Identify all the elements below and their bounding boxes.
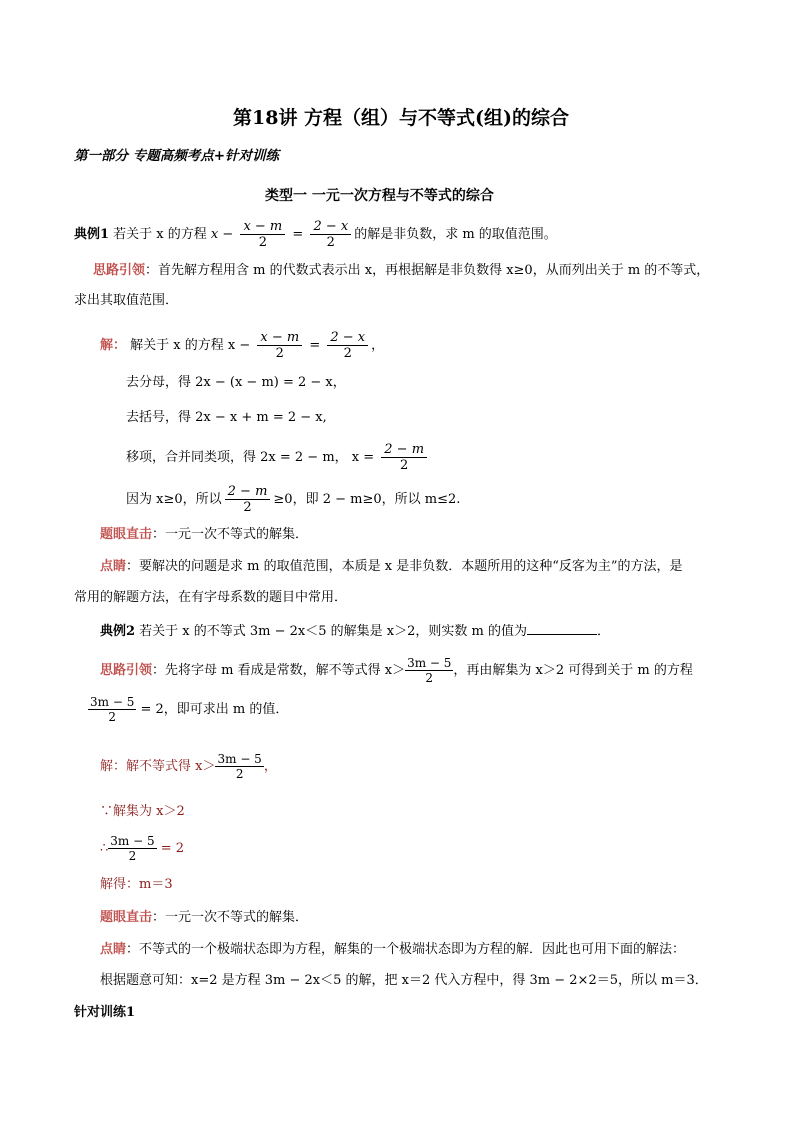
type-heading: 类型一 一元一次方程与不等式的综合 bbox=[265, 188, 494, 204]
example1-solution bbox=[100, 330, 384, 361]
training-heading: 针对训练1 bbox=[74, 1005, 136, 1020]
example1-post: 的解是非负数，求 m 的取值范围。 bbox=[354, 227, 557, 242]
example1-solution-fraction-right: $\frac{2 - x}{2}$ bbox=[327, 330, 368, 361]
example1-point-label: 点睛 bbox=[100, 559, 127, 574]
example2-hint2-fraction: $\frac{3m - 5}{2}$ bbox=[90, 695, 135, 724]
example1-solution-equals: = bbox=[305, 338, 325, 353]
example1-equals: = bbox=[288, 227, 308, 242]
example1-step4: 因为 x≥0，所以 $\frac{2 - m}{2}$ ≥0，即 2 − m≥0，所以 m≤2. bbox=[126, 484, 461, 515]
example2-therefore: ∴ $\frac{3m - 5}{2}$ = 2 bbox=[100, 834, 185, 863]
example1-x: x bbox=[210, 227, 219, 242]
example2-solution: 解：解不等式得 x＞ $\frac{3m - 5}{2}$ ， bbox=[100, 752, 277, 781]
example1-hint bbox=[93, 262, 709, 280]
example1-step3: 移项，合并同类项，得 2x = 2 − m， x = $\frac{2 - m}{2}$ bbox=[126, 442, 430, 473]
example2-stem: 典例2 若关于 x 的不等式 3m − 2x＜5 的解集是 x＞2，则实数 m 的值为 ． bbox=[100, 624, 611, 639]
example2-hint: 思路引领：先将字母 m 看成是常数，解不等式得 x＞ $\frac{3m - 5}{2}$ ，再由解集为 x＞2 可得到关于 m 的方程 bbox=[100, 656, 693, 685]
example1-label: 典例1 bbox=[74, 227, 110, 242]
example1-step1: 去分母，得 2x − (x − m) = 2 − x， bbox=[126, 375, 346, 390]
example1-solution-fraction-left: $\frac{x - m}{2}$ bbox=[257, 330, 302, 361]
example2-therefore-fraction: $\frac{3m - 5}{2}$ bbox=[110, 834, 155, 863]
example1-pre: 若关于 x 的方程 bbox=[109, 227, 211, 242]
example1-fraction-right: $\frac{2 - x}{2}$ bbox=[310, 219, 351, 250]
example2-solution-label: 解： bbox=[100, 759, 127, 774]
example1-fraction-left: $\frac{x - m}{2}$ bbox=[240, 219, 285, 250]
example2-point: 点睛：不等式的一个极端状态即为方程，解集的一个极端状态即为方程的解．因此也可用下面的解法： bbox=[100, 942, 686, 957]
example1-hint-line1: ：首先解方程用含 m 的代数式表示出 x，再根据解是非负数得 x≥0，从而列出关于 m 的不等式， bbox=[145, 263, 710, 278]
example2-point-label: 点睛 bbox=[100, 942, 127, 957]
example1-minus: − bbox=[218, 227, 238, 242]
example2-hint-label: 思路引领 bbox=[100, 663, 153, 678]
answer-blank[interactable] bbox=[527, 622, 597, 635]
example1-solution-label: 解： bbox=[100, 338, 127, 353]
example1-step4-fraction: $\frac{2 - m}{2}$ bbox=[225, 484, 271, 515]
example2-point-line2: 根据题意可知：x=2 是方程 3m − 2x＜5 的解，把 x＝2 代入方程中，得 3m − 2×2＝5，所以 m＝3． bbox=[100, 973, 708, 988]
example1-stem bbox=[74, 219, 557, 250]
example1-hint-line2: 求出其取值范围． bbox=[74, 293, 179, 308]
example1-point: 点睛：要解决的问题是求 m 的取值范围，本质是 x 是非负数．本题所用的这种“反客为主”的方法，是 bbox=[100, 559, 683, 574]
example2-label: 典例2 bbox=[100, 624, 136, 639]
example1-solution-post: ， bbox=[371, 338, 385, 353]
example2-hint-line2: $\frac{3m - 5}{2}$ = 2，即可求出 m 的值． bbox=[90, 695, 289, 724]
page-title: 第18讲 方程（组）与不等式(组)的综合 bbox=[233, 107, 570, 129]
section-heading: 第一部分 专题高频考点+针对训练 bbox=[74, 148, 280, 164]
example2-topic-label: 题眼直击 bbox=[100, 910, 153, 925]
example2-because: ∵解集为 x＞2 bbox=[100, 804, 185, 819]
example1-step3-fraction: $\frac{2 - m}{2}$ bbox=[381, 442, 427, 473]
example2-answer: 解得：m＝3 bbox=[100, 877, 173, 892]
example1-point-line2: 常用的解题方法，在有字母系数的题目中常用． bbox=[74, 590, 348, 605]
example1-hint-label: 思路引领 bbox=[93, 263, 146, 278]
example1-topic: 题眼直击：一元一次不等式的解集． bbox=[100, 527, 309, 542]
example1-topic-label: 题眼直击 bbox=[100, 527, 153, 542]
example2-hint-fraction: $\frac{3m - 5}{2}$ bbox=[407, 656, 452, 685]
example2-topic: 题眼直击：一元一次不等式的解集． bbox=[100, 910, 309, 925]
example2-solution-fraction: $\frac{3m - 5}{2}$ bbox=[217, 752, 262, 781]
example1-solution-pre: 解关于 x 的方程 x − bbox=[126, 338, 255, 353]
example1-step2: 去括号，得 2x − x + m = 2 − x, bbox=[126, 410, 327, 425]
